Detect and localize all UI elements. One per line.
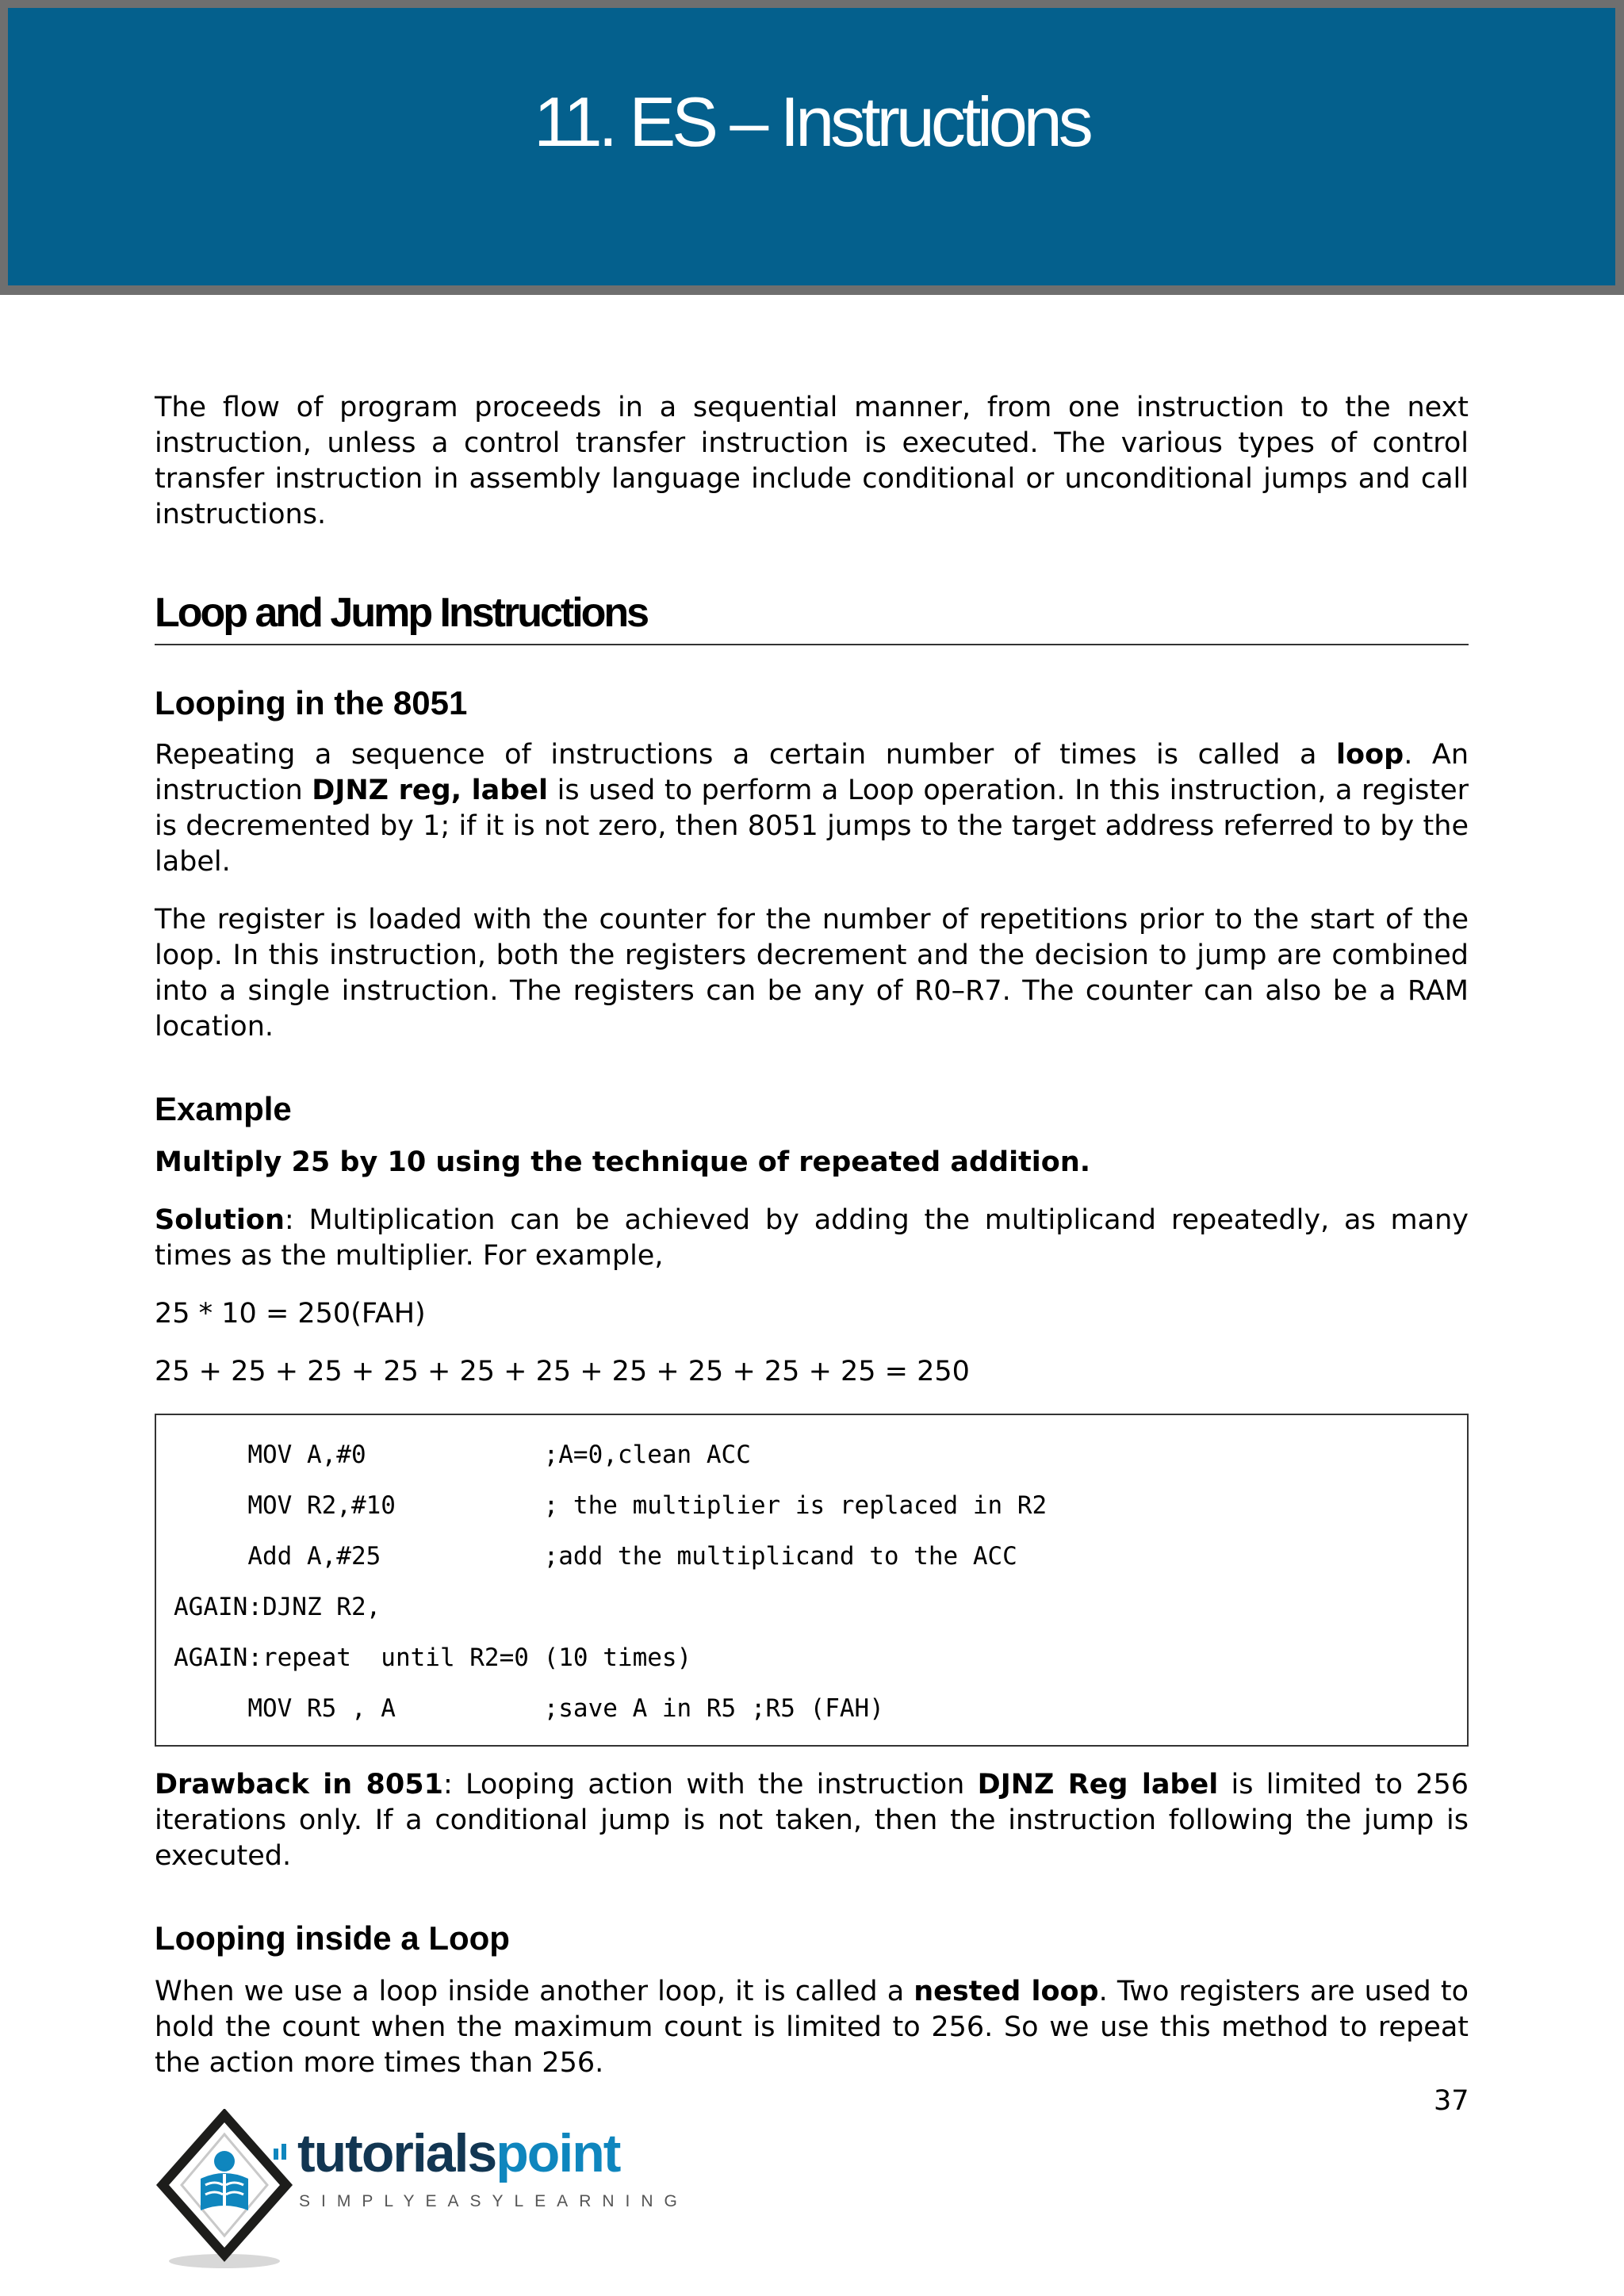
nested-paragraph: When we use a loop inside another loop, it is called a nested loop. Two registers are used to hold the count when the maximum count is limited to 256. So we use this method to repeat the action more times than 256. [155,1976,1469,2079]
code-line: AGAIN:repeat until R2=0 (10 times) [174,1644,692,1672]
chapter-title: 11. ES – Instructions [534,82,1090,161]
logo-wordmark: tutorialspoint [297,2123,620,2183]
solution-label: Solution [155,1204,285,1236]
subheading-nested-loop: Looping inside a Loop [155,1919,510,1957]
code-block [155,1414,1469,1747]
solution-paragraph: Solution: Multiplication can be achieved by adding the multiplicand repeatedly, as many times as the multiplier. For example, [155,1204,1469,1272]
code-line: Add A,#25 ;add the multiplicand to the ACC [174,1542,1017,1571]
term-nested-loop: nested loop [914,1976,1099,2007]
tutorialspoint-logo [155,2109,688,2275]
chapter-banner [0,0,1624,295]
drawback-paragraph: Drawback in 8051: Looping action with the instruction DJNZ Reg label is limited to 256 iterations only. If a conditional jump is not taken, then the instruction following the jump is executed. [155,1769,1469,1872]
example-task: Multiply 25 by 10 using the technique of repeated addition. [155,1146,1091,1178]
subheading-example: Example [155,1090,292,1127]
logo-tagline: SIMPLYEASYLEARNING [299,2192,688,2210]
intro-paragraph: The flow of program proceeds in a sequential manner, from one instruction to the next instruction, unless a control transfer instruction is executed. The various types of control transfer instruction in assembly language include conditional or unconditional jumps and call instructions. [155,392,1469,530]
term-loop: loop [1336,739,1404,771]
code-line: MOV R2,#10 ; the multiplier is replaced in R2 [174,1491,1048,1520]
code-line: MOV A,#0 ;A=0,clean ACC [174,1441,751,1469]
page-number: 37 [1434,2085,1469,2117]
page-content [155,390,1469,2081]
looping-paragraph-1: Repeating a sequence of instructions a certain number of times is called a loop. An instruction DJNZ reg, label is used to perform a Loop operation. In this instruction, a register is decremented by 1; if it is not zero, then 8051 jumps to the target address referred to by the label. [155,739,1469,878]
equation-2: 25 + 25 + 25 + 25 + 25 + 25 + 25 + 25 + 25 + 25 = 250 [155,1356,970,1387]
code-line: AGAIN:DJNZ R2, [174,1593,381,1621]
chapter-banner-fill [8,8,1615,285]
equation-1: 25 * 10 = 250(FAH) [155,1298,426,1330]
section-title: Loop and Jump Instructions [155,588,1469,645]
term-djnz: DJNZ reg, label [312,775,549,806]
drawback-label: Drawback in 8051 [155,1769,443,1800]
logo-diamond-icon [155,2109,297,2275]
subheading-looping-8051: Looping in the 8051 [155,684,468,721]
code-line: MOV R5 , A ;save A in R5 ;R5 (FAH) [174,1694,884,1723]
looping-paragraph-2: The register is loaded with the counter for the number of repetitions prior to the start of the loop. In this instruction, both the registers decrement and the decision to jump are combined into a single instruction. The registers can be any of R0–R7. The counter can also be a RAM location. [155,904,1469,1043]
term-djnz-reg: DJNZ Reg label [977,1769,1219,1800]
